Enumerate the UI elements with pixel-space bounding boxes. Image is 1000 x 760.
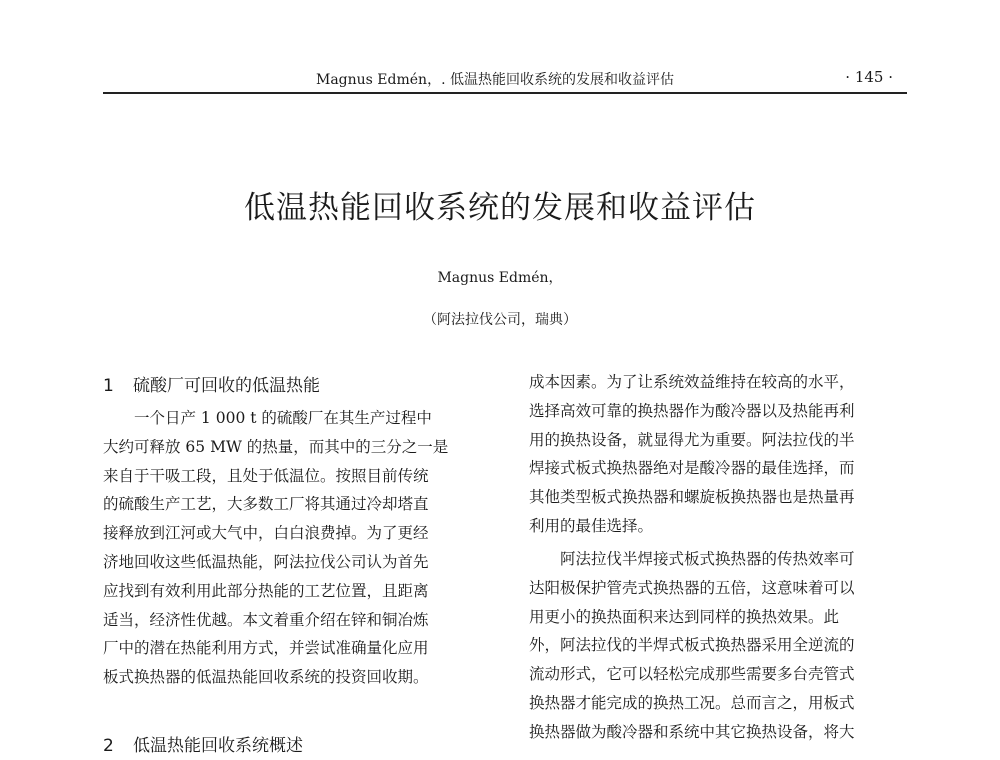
section-number: 1 [103, 376, 114, 396]
text-line: 板式换热器的低温热能回收系统的投资回收期。 [103, 668, 429, 687]
text-line: 厂中的潜在热能利用方式，并尝试准确量化应用 [103, 639, 429, 658]
text-line: 应找到有效利用此部分热能的工艺位置，且距离 [103, 581, 429, 600]
affiliation: （阿法拉伐公司，瑞典） [423, 312, 577, 328]
section-title: 硫酸厂可回收的低温热能 [133, 376, 320, 396]
text-line: 用更小的换热面积来达到同样的换热效果。此 [529, 607, 840, 626]
text-line: 达阳极保护管壳式换热器的五倍，这意味着可以 [529, 578, 855, 597]
right-paragraph-1 [529, 368, 909, 541]
running-header [103, 62, 907, 94]
text-line: 利用的最佳选择。 [529, 516, 654, 535]
right-paragraph-2 [529, 545, 909, 747]
article-title: 低温热能回收系统的发展和收益评估 [244, 190, 756, 226]
text-line: 大约可释放 65 MW 的热量，而其中的三分之一是 [103, 437, 449, 456]
text-line: 济地回收这些低温热能，阿法拉伐公司认为首先 [103, 552, 429, 571]
text-line: 适当，经济性优越。本文着重介绍在锌和铜冶炼 [103, 610, 429, 629]
left-paragraph-1 [103, 404, 483, 692]
text-line: 焊接式板式换热器绝对是酸冷器的最佳选择，而 [529, 459, 855, 478]
text-line: 接释放到江河或大气中，白白浪费掉。为了更经 [103, 524, 429, 543]
section-number: 2 [103, 736, 114, 756]
section-2-heading [103, 731, 303, 756]
running-header-text: Magnus Edmén，. 低温热能回收系统的发展和收益评估 [316, 72, 674, 88]
page-number: · 145 · [845, 68, 893, 86]
text-line: 成本因素。为了让系统效益维持在较高的水平， [529, 373, 855, 391]
text-line: 选择高效可靠的换热器作为酸冷器以及热能再利 [529, 401, 855, 420]
text-line: 用的换热设备，就显得尤为重要。阿法拉伐的半 [529, 430, 855, 449]
text-line: 阿法拉伐半焊接式板式换热器的传热效率可 [529, 550, 855, 568]
text-line: 来自于干吸工段，且处于低温位。按照目前传统 [103, 466, 429, 485]
text-line: 一个日产 1 000 t 的硫酸厂在其生产过程中 [103, 409, 432, 427]
text-line: 的硫酸生产工艺，大多数工厂将其通过冷却塔直 [103, 495, 429, 514]
text-line: 换热器做为酸冷器和系统中其它换热设备，将大 [529, 722, 855, 741]
section-title: 低温热能回收系统概述 [133, 736, 303, 756]
author: Magnus Edmén， [437, 270, 563, 286]
text-line: 其他类型板式换热器和螺旋板换热器也是热量再 [529, 488, 855, 507]
section-1-heading [103, 371, 320, 396]
text-line: 换热器才能完成的换热工况。总而言之，用板式 [529, 693, 855, 712]
text-line: 外，阿法拉伐的半焊式板式换热器采用全逆流的 [529, 636, 855, 655]
text-line: 流动形式，它可以轻松完成那些需要多台壳管式 [529, 665, 855, 684]
